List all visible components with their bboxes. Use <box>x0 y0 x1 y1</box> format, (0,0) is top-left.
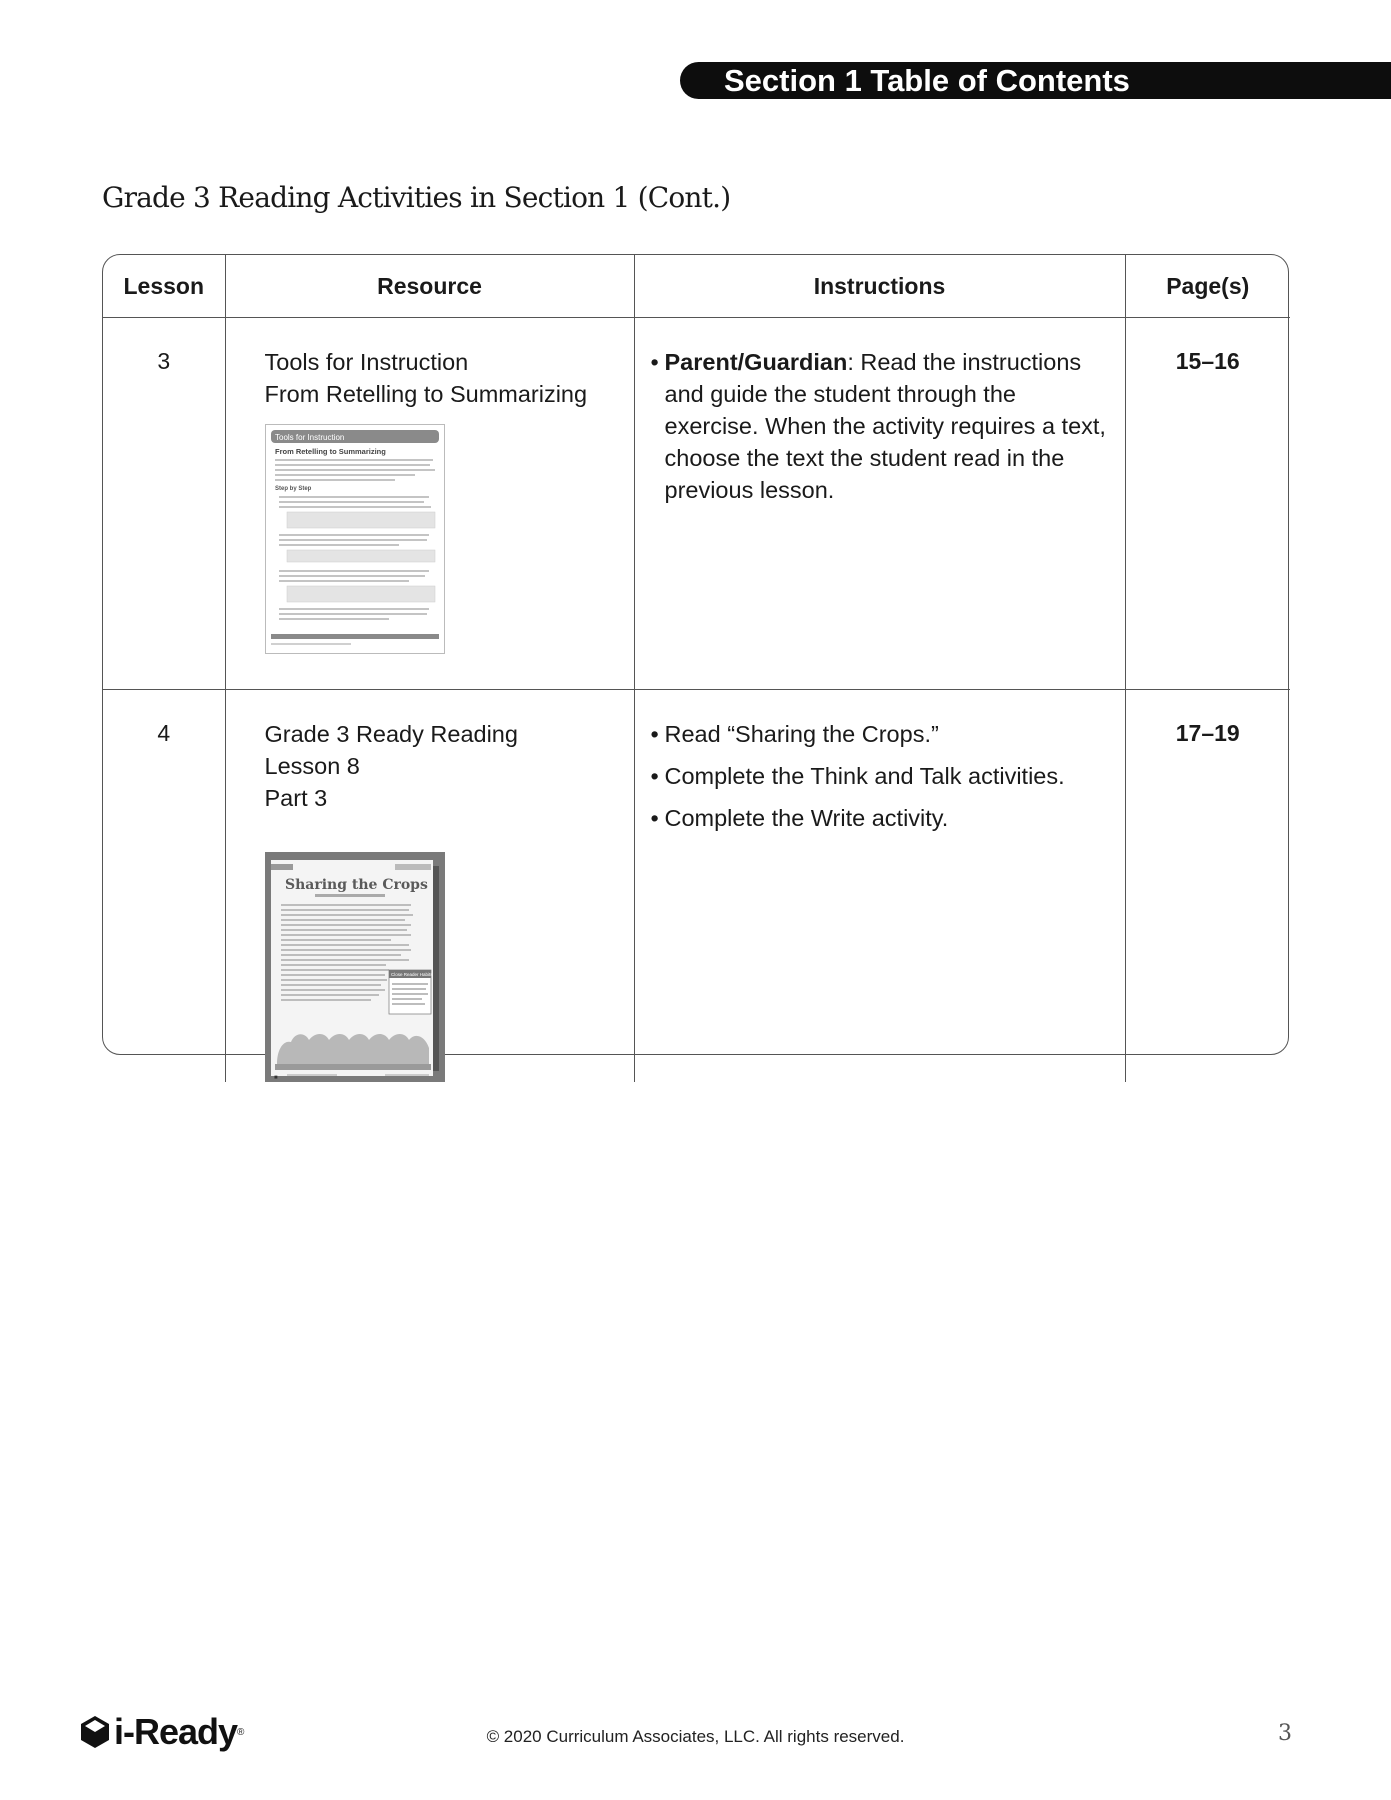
svg-text:■: ■ <box>273 1075 278 1081</box>
column-header-lesson: Lesson <box>103 255 225 318</box>
instruction-item <box>651 760 1115 792</box>
bullet: • <box>650 763 659 789</box>
lesson-number: 4 <box>103 690 225 1083</box>
resource-line: Grade 3 Ready Reading <box>264 721 518 747</box>
page-title: Grade 3 Reading Activities in Section 1 (Cont.) <box>102 181 731 214</box>
instructions-cell <box>634 690 1125 1083</box>
activities-table <box>102 254 1289 1081</box>
thumb-sidebar-label: Close Reader Habits <box>390 972 433 977</box>
sharing-the-crops-thumbnail <box>265 852 445 1082</box>
page-range: 17–19 <box>1125 690 1290 1083</box>
column-header-resource: Resource <box>225 255 634 318</box>
resource-cell <box>225 690 634 1083</box>
column-header-pages: Page(s) <box>1125 255 1290 318</box>
thumb-banner-text: Tools for Instruction <box>274 433 344 442</box>
instruction-role: Parent/Guardian <box>664 349 848 375</box>
resource-line: Part 3 <box>264 785 328 811</box>
resource-line: From Retelling to Summarizing <box>264 381 588 407</box>
section-header-banner <box>680 62 1391 99</box>
instruction-item <box>651 802 1115 834</box>
resource-line: Lesson 8 <box>264 753 360 779</box>
thumb-story-title: Sharing the Crops <box>284 877 428 893</box>
instruction-text: Complete the Think and Talk activities. <box>664 763 1065 789</box>
table-row <box>103 690 1290 1083</box>
bullet: • <box>650 349 659 375</box>
table-row <box>103 318 1290 690</box>
instruction-item <box>651 718 1115 750</box>
logo-wordmark: i-Ready <box>114 1711 238 1752</box>
page-range: 15–16 <box>1125 318 1290 690</box>
instruction-text: : Read the instructions and guide the student through the exercise. When the activity requires a text, choose the text the student read in the previous lesson. <box>664 349 1106 503</box>
section-title: Section 1 Table of Contents <box>724 63 1130 98</box>
copyright-notice: © 2020 Curriculum Associates, LLC. All rights reserved. <box>486 1727 905 1746</box>
instruction-item <box>651 346 1115 506</box>
bullet: • <box>650 721 659 747</box>
page-number: 3 <box>1278 1721 1292 1746</box>
instruction-text: Read “Sharing the Crops.” <box>664 721 939 747</box>
iready-logo: i-Ready ® <box>80 1712 244 1752</box>
bullet: • <box>650 805 659 831</box>
column-header-instructions: Instructions <box>634 255 1125 318</box>
thumb-step-label: Step by Step <box>274 486 311 492</box>
instruction-text: Complete the Write activity. <box>664 805 949 831</box>
resource-cell <box>225 318 634 690</box>
thumb-heading: From Retelling to Summarizing <box>274 447 386 456</box>
lesson-number: 3 <box>103 318 225 690</box>
table-header-row <box>103 255 1290 318</box>
tools-for-instruction-thumbnail <box>265 424 445 654</box>
resource-line: Tools for Instruction <box>264 349 469 375</box>
instructions-cell <box>634 318 1125 690</box>
